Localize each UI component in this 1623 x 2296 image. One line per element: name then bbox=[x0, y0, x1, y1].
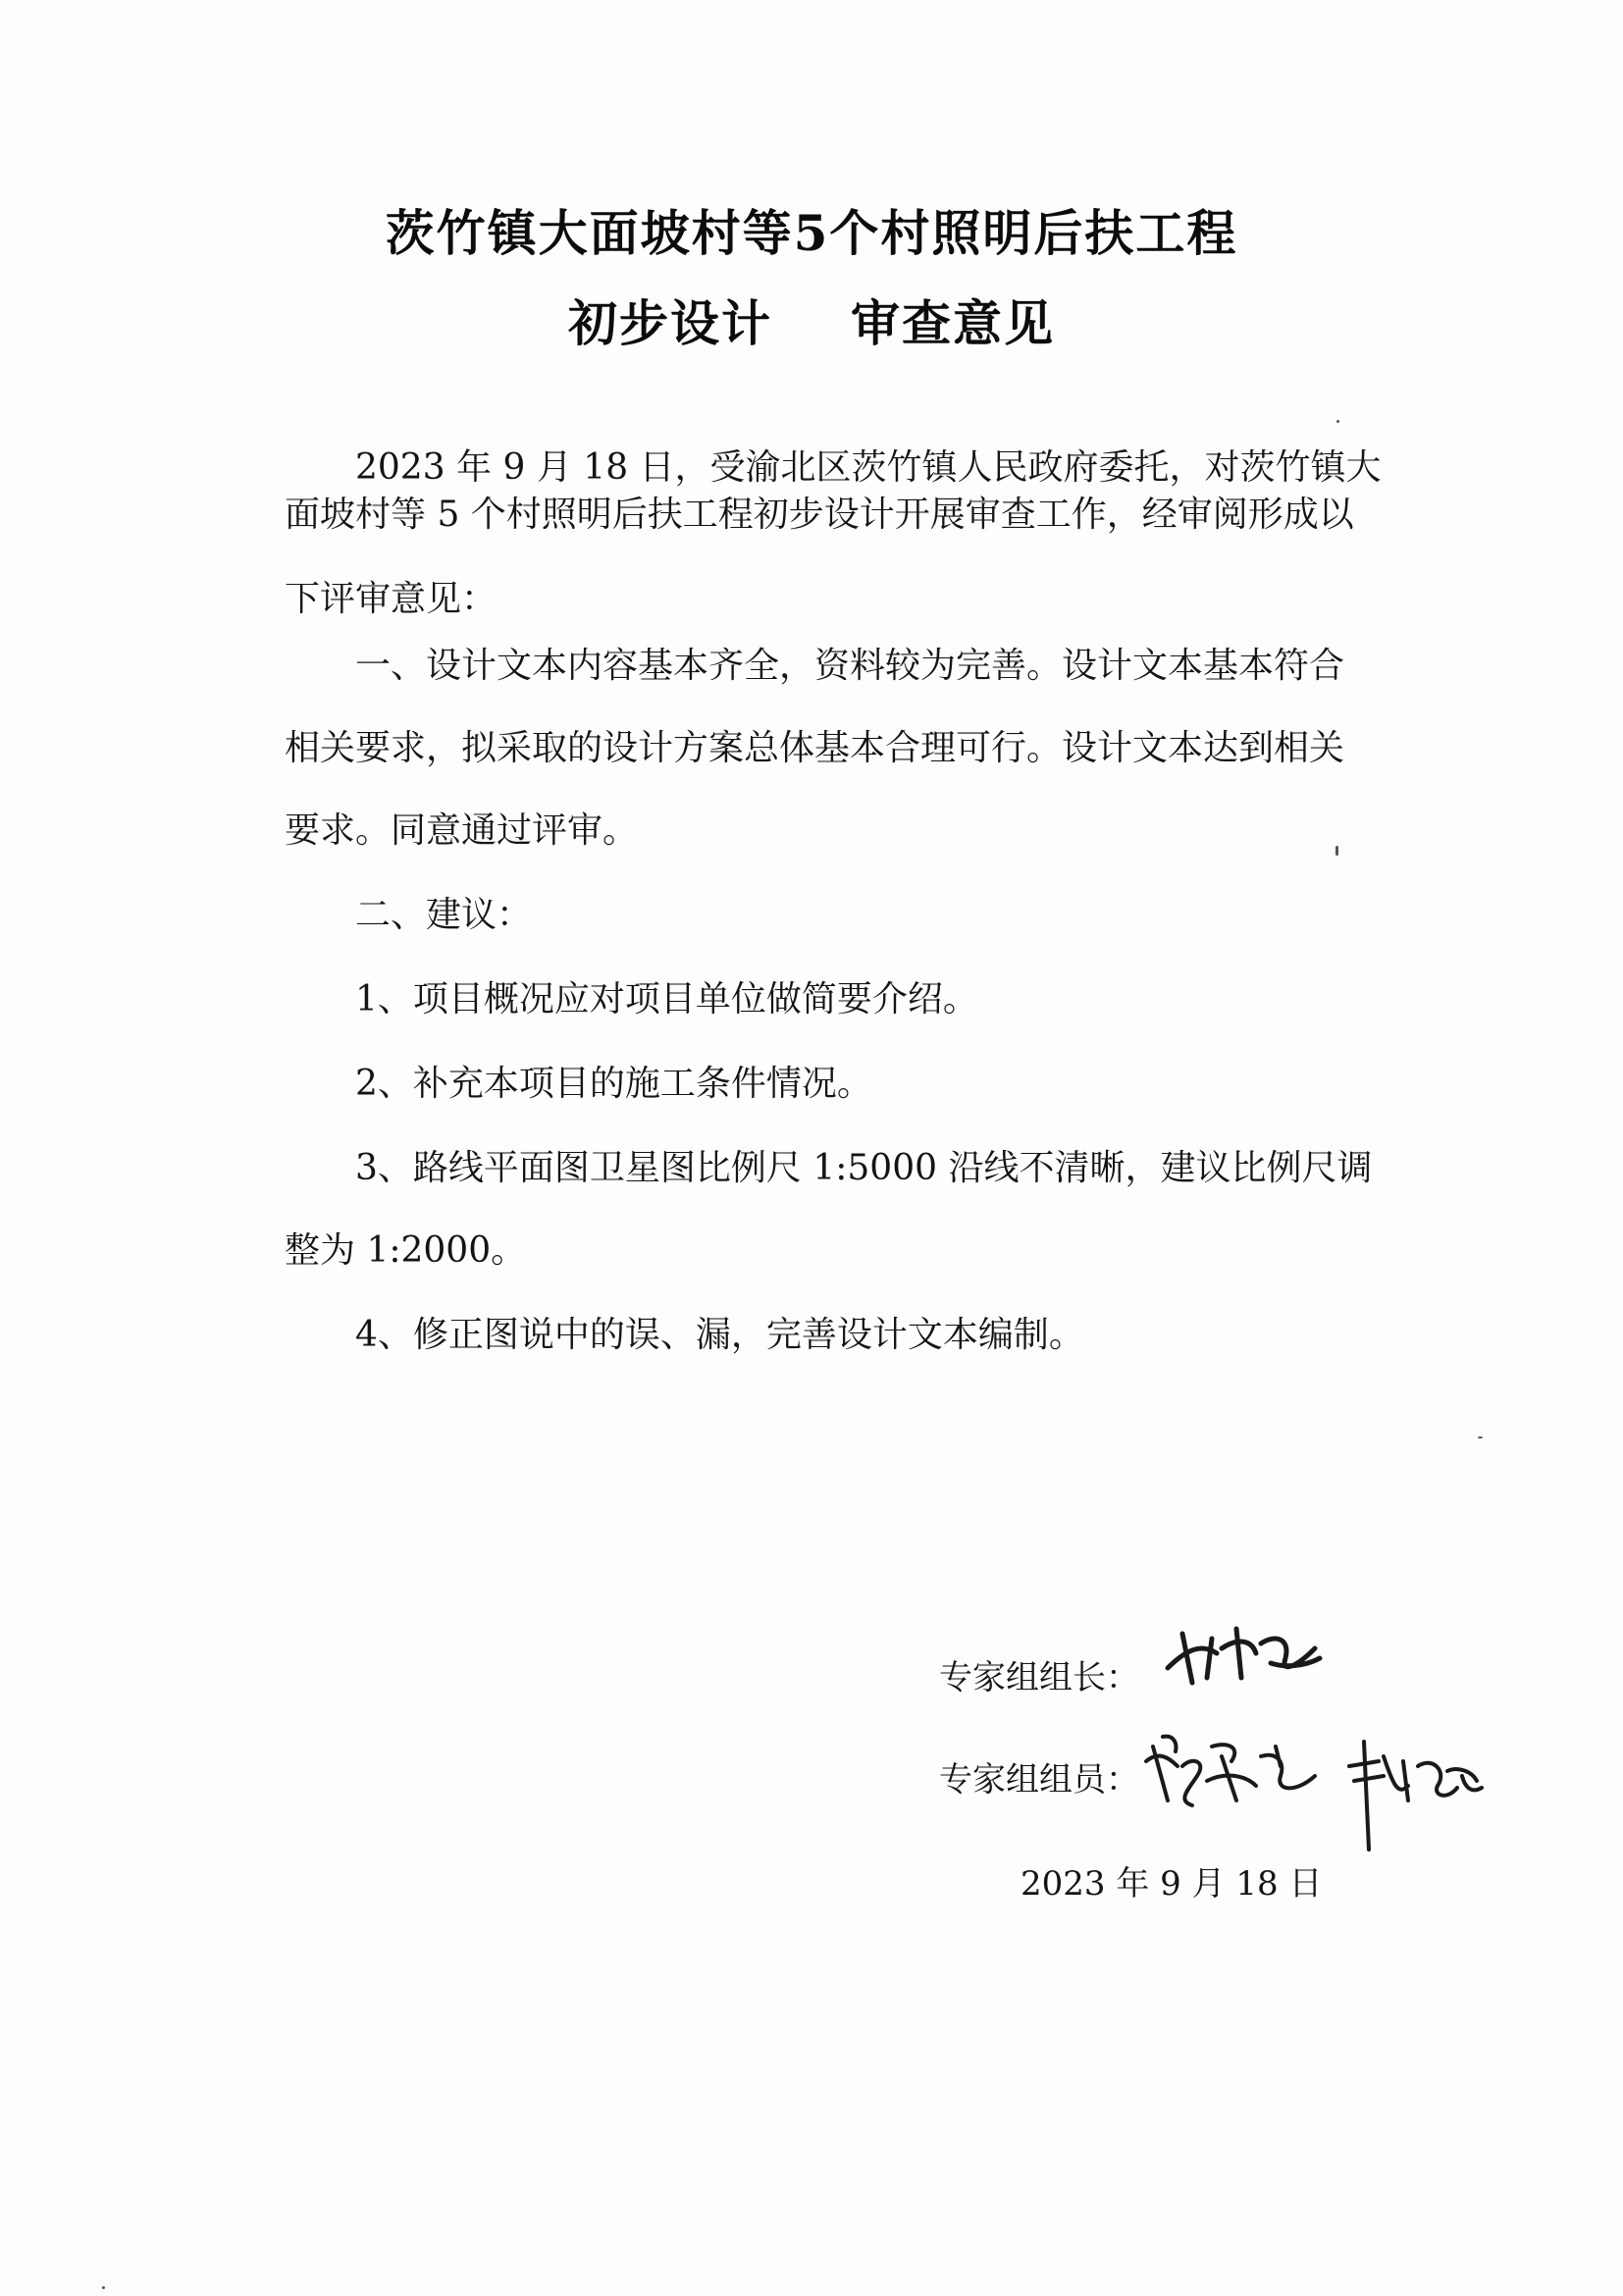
suggestion-item-3-line-2: 整为 1:2000。 bbox=[285, 1230, 527, 1271]
leader-signature bbox=[1158, 1609, 1325, 1697]
suggestion-item-1: 1、项目概况应对项目单位做简要介绍。 bbox=[355, 979, 978, 1019]
title-part-review-opinion: 审查意见 bbox=[851, 294, 1055, 352]
section1-line-3: 要求。同意通过评审。 bbox=[285, 810, 639, 851]
expert-member-label: 专家组组员： bbox=[939, 1760, 1139, 1800]
expert-leader-label: 专家组组长： bbox=[939, 1658, 1139, 1697]
intro-line-1: 2023 年 9 月 18 日，受渝北区茨竹镇人民政府委托，对茨竹镇大 bbox=[355, 447, 1382, 488]
section2-heading: 二、建议： bbox=[355, 895, 533, 935]
suggestion-item-2: 2、补充本项目的施工条件情况。 bbox=[355, 1064, 872, 1104]
scan-speck bbox=[1335, 846, 1338, 856]
section1-line-1: 一、设计文本内容基本齐全，资料较为完善。设计文本基本符合 bbox=[355, 646, 1345, 686]
intro-line-2: 面坡村等 5 个村照明后扶工程初步设计开展审查工作，经审阅形成以 bbox=[285, 495, 1354, 535]
scan-speck bbox=[1336, 420, 1339, 423]
section1-line-2: 相关要求，拟采取的设计方案总体基本合理可行。设计文本达到相关 bbox=[285, 728, 1345, 768]
title-part-preliminary-design: 初步设计 bbox=[568, 294, 772, 352]
scan-speck bbox=[1478, 1436, 1483, 1438]
document-title-line1: 茨竹镇大面坡村等5个村照明后扶工程 bbox=[385, 204, 1238, 262]
suggestion-item-4: 4、修正图说中的误、漏，完善设计文本编制。 bbox=[355, 1315, 1084, 1355]
signature-date: 2023 年 9 月 18 日 bbox=[1021, 1864, 1323, 1904]
member-signature-2 bbox=[1339, 1727, 1487, 1854]
document-title-line2 bbox=[0, 285, 1623, 355]
scan-speck bbox=[102, 2286, 105, 2289]
suggestion-item-3-line-1: 3、路线平面图卫星图比例尺 1:5000 沿线不清晰，建议比例尺调 bbox=[355, 1148, 1373, 1188]
intro-line-3: 下评审意见： bbox=[285, 579, 497, 619]
member-signature-1 bbox=[1138, 1707, 1325, 1825]
